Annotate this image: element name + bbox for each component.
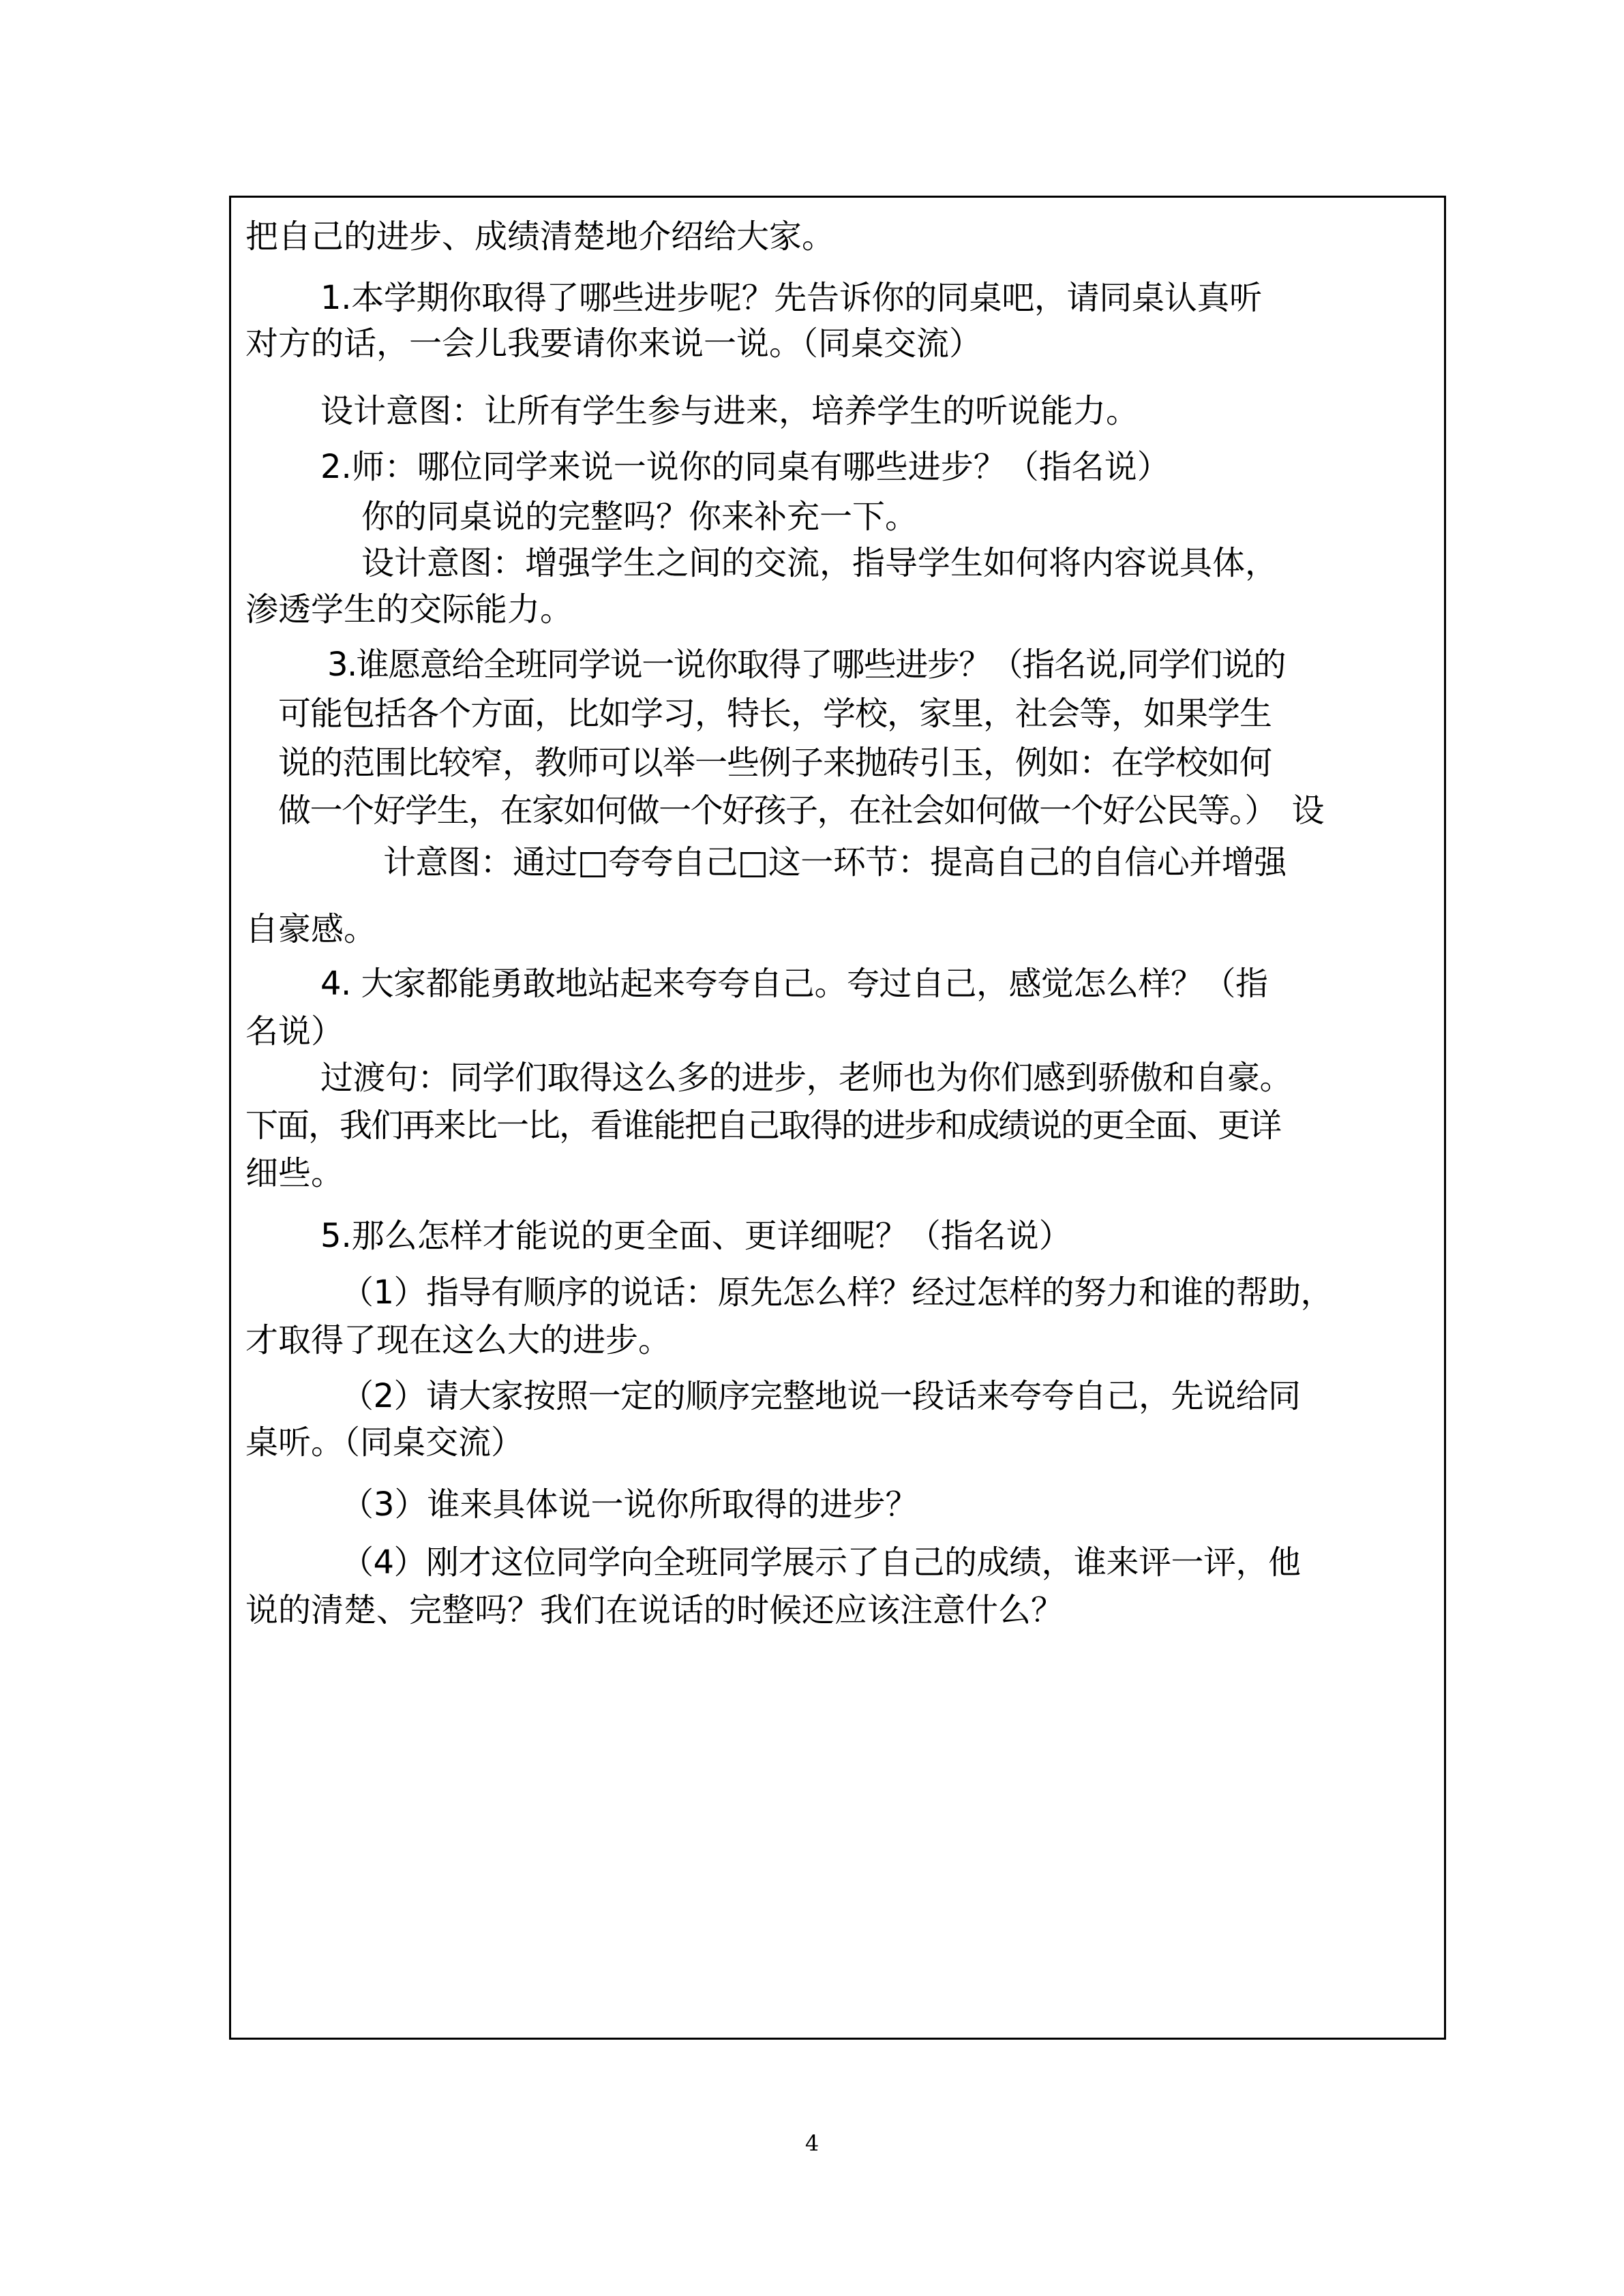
text-line-5: 2.师：哪位同学来说一说你的同桌有哪些进步？（指名说） <box>320 448 1170 486</box>
text-line-27: 说的清楚、完整吗？我们在说话的时候还应该注意什么？ <box>245 1591 1064 1629</box>
text-line-25: （3）谁来具体说一说你所取得的进步？ <box>341 1485 918 1524</box>
text-line-16: 名说） <box>245 1012 344 1051</box>
text-line-18: 下面，我们再来比一比，看谁能把自己取得的进步和成绩说的更全面、更详 <box>245 1106 1281 1145</box>
text-line-7: 设计意图：增强学生之间的交流，指导学生如何将内容说具体， <box>361 544 1278 582</box>
text-line-26: （4）刚才这位同学向全班同学展示了自己的成绩，谁来评一评，他 <box>341 1543 1301 1582</box>
text-line-13: 计意图：通过□夸夸自己□这一环节：提高自己的自信心并增强 <box>383 843 1287 881</box>
text-line-21: （1）指导有顺序的说话：原先怎么样？经过怎样的努力和谁的帮助， <box>341 1273 1334 1312</box>
text-line-1: 把自己的进步、成绩清楚地介绍给大家。 <box>245 217 835 256</box>
text-line-17: 过渡句：同学们取得这么多的进步，老师也为你们感到骄傲和自豪。 <box>320 1059 1293 1097</box>
text-line-15: 4. 大家都能勇敢地站起来夸夸自己。夸过自己，感觉怎么样？（指 <box>320 965 1268 1003</box>
page-number: 4 <box>805 2130 819 2156</box>
text-line-9: 3.谁愿意给全班同学说一说你取得了哪些进步？（指名说,同学们说的 <box>327 646 1286 684</box>
text-line-12: 做一个好学生，在家如何做一个好孩子，在社会如何做一个好公民等。） 设 <box>278 791 1324 830</box>
text-line-8: 渗透学生的交际能力。 <box>245 590 573 629</box>
text-line-23: （2）请大家按照一定的顺序完整地说一段话来夸夸自己，先说给同 <box>341 1377 1301 1415</box>
text-line-2: 1.本学期你取得了哪些进步呢？先告诉你的同桌吧，请同桌认真听 <box>320 279 1262 317</box>
text-line-4: 设计意图：让所有学生参与进来，培养学生的听说能力。 <box>320 392 1139 430</box>
text-line-22: 才取得了现在这么大的进步。 <box>245 1321 672 1359</box>
text-line-3: 对方的话，一会儿我要请你来说一说。（同桌交流） <box>245 324 982 363</box>
text-line-20: 5.那么怎样才能说的更全面、更详细呢？（指名说） <box>320 1217 1072 1255</box>
text-line-10: 可能包括各个方面，比如学习，特长，学校，家里，社会等，如果学生 <box>278 695 1272 733</box>
text-line-19: 细些。 <box>245 1154 344 1192</box>
text-line-11: 说的范围比较窄，教师可以举一些例子来抛砖引玉，例如：在学校如何 <box>278 744 1272 782</box>
text-line-24: 桌听。（同桌交流） <box>245 1423 524 1462</box>
text-line-6: 你的同桌说的完整吗？你来补充一下。 <box>361 498 918 536</box>
text-line-14: 自豪感。 <box>245 910 377 948</box>
